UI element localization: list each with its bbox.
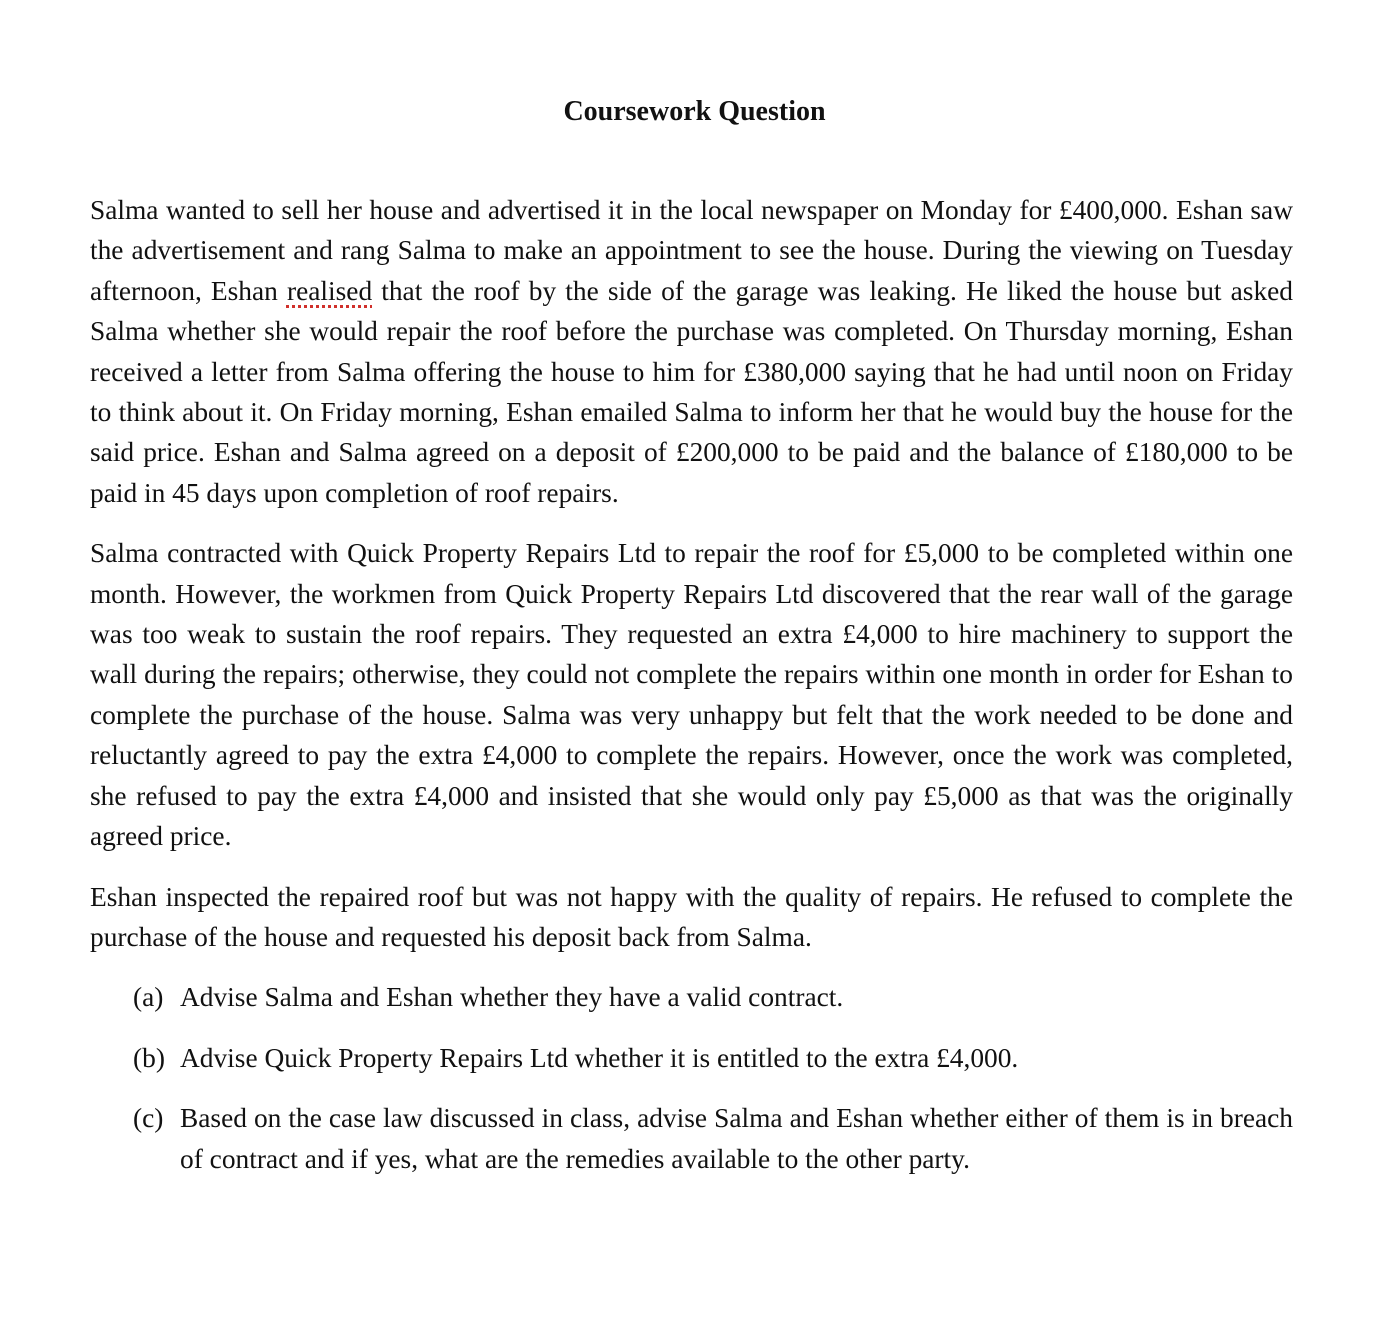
document-title: Coursework Question (563, 96, 826, 127)
question-item (133, 1098, 1293, 1179)
document-body (90, 190, 1293, 1199)
spellcheck-flagged-word[interactable]: realised (286, 275, 373, 306)
question-label: (a) (133, 982, 164, 1013)
question-label: (b) (133, 1042, 165, 1073)
question-text: Advise Salma and Eshan whether they have a valid contract. (180, 982, 844, 1013)
question-list (90, 977, 1293, 1179)
paragraph-2: Salma contracted with Quick Property Repairs Ltd to repair the roof for £5,000 to be completed within one month. However, the workmen from Quick Property Repairs Ltd discovered that the rear wall of the garage was too weak to sustain the roof repairs. They requested an extra £4,000 to hire machinery to support the wall during the repairs; otherwise, they could not complete the repairs within one month in order for Eshan to complete the purchase of the house. Salma was very unhappy but felt that the work needed to be done and reluctantly agreed to pay the extra £4,000 to complete the repairs. However, once the work was completed, she refused to pay the extra £4,000 and insisted that she would only pay £5,000 as that was the originally agreed price. (90, 538, 1293, 852)
question-item (133, 977, 1293, 1017)
question-item (133, 1038, 1293, 1078)
paragraph-1-end: that the roof by the side of the garage was leaking. He liked the house but asked Salma whether she would repair the roof before the purchase was completed. On Thursday morning, Eshan received a letter from Salma offering the house to him for £380,000 saying that he had until noon on Friday to think about it. On Friday morning, Eshan emailed Salma to inform her that he would buy the house for the said price. Eshan and Salma agreed on a deposit of £200,000 to be paid and the balance of £180,000 to be paid in 45 days upon completion of roof repairs. (90, 275, 1293, 508)
paragraph-1 (90, 190, 1293, 513)
paragraph-3: Eshan inspected the repaired roof but was not happy with the quality of repairs. He refused to complete the purchase of the house and requested his deposit back from Salma. (90, 881, 1293, 952)
question-text: Based on the case law discussed in class, advise Salma and Eshan whether either of them is in breach of contract and if yes, what are the remedies available to the other party. (180, 1103, 1293, 1174)
question-text: Advise Quick Property Repairs Ltd whether it is entitled to the extra £4,000. (180, 1042, 1019, 1073)
paragraph-1-start: Salma wanted to sell her house and advertised it in the local newspaper on Monday for £400,000. Eshan saw the advertisement and rang Salma to make an appointment to see the house. During the viewing on Tuesday afternoon, Eshan (90, 195, 1293, 306)
question-label: (c) (133, 1103, 164, 1134)
